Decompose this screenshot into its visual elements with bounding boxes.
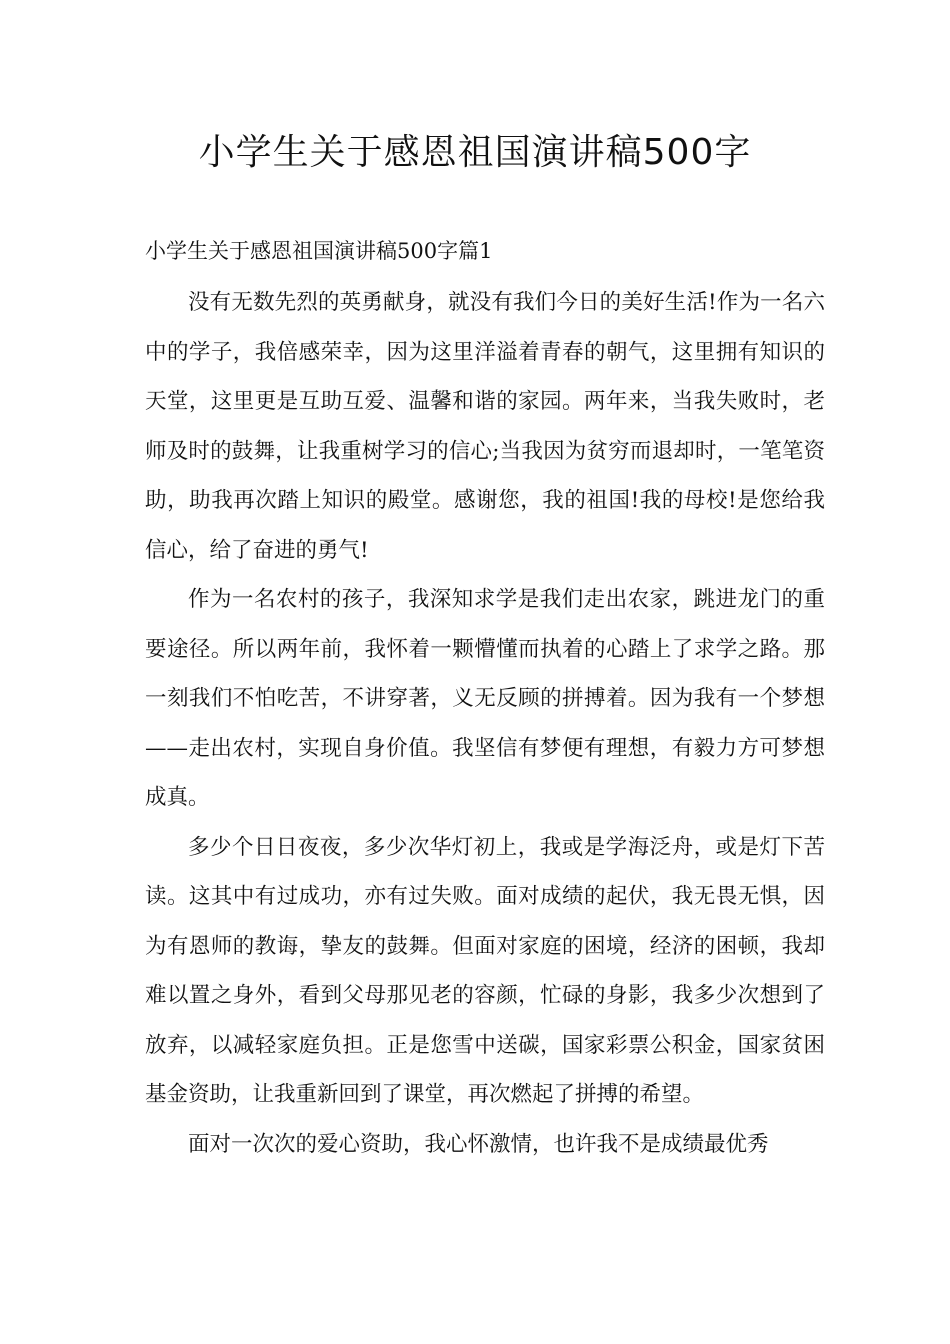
document-title: 小学生关于感恩祖国演讲稿500字	[198, 132, 752, 173]
paragraph: 作为一名农村的孩子，我深知求学是我们走出农家，跳进龙门的重要途径。所以两年前，我怀着一颗懵懂而执着的心踏上了求学之路。那一刻我们不怕吃苦，不讲穿著，义无反顾的拼搏着。因为我有一个梦想——走出农村，实现自身价值。我坚信有梦便有理想，有毅力方可梦想成真。	[145, 587, 825, 810]
section-heading: 小学生关于感恩祖国演讲稿500字篇1	[145, 239, 493, 263]
document-body	[145, 278, 825, 1169]
paragraph: 面对一次次的爱心资助，我心怀激情，也许我不是成绩最优秀	[188, 1131, 769, 1157]
paragraph: 没有无数先烈的英勇献身，就没有我们今日的美好生活!作为一名六中的学子，我倍感荣幸，因为这里洋溢着青春的朝气，这里拥有知识的天堂，这里更是互助互爱、温馨和谐的家园。两年来，当我失败时，老师及时的鼓舞，让我重树学习的信心;当我因为贫穷而退却时，一笔笔资助，助我再次踏上知识的殿堂。感谢您，我的祖国!我的母校!是您给我信心，给了奋进的勇气!	[145, 290, 825, 563]
paragraph: 多少个日日夜夜，多少次华灯初上，我或是学海泛舟，或是灯下苦读。这其中有过成功，亦有过失败。面对成绩的起伏，我无畏无惧，因为有恩师的教诲，挚友的鼓舞。但面对家庭的困境，经济的困顿，我却难以置之身外，看到父母那见老的容颜，忙碌的身影，我多少次想到了放弃，以减轻家庭负担。正是您雪中送碳，国家彩票公积金，国家贫困基金资助，让我重新回到了课堂，再次燃起了拼搏的希望。	[145, 834, 825, 1107]
